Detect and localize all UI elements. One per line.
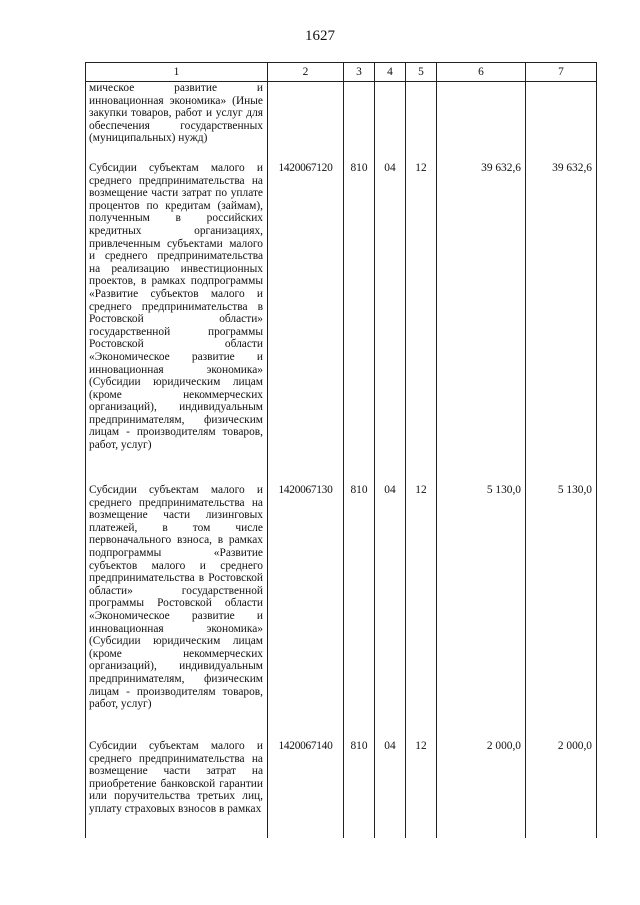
row-col5	[406, 82, 437, 161]
row-code: 1420067120	[268, 160, 344, 482]
column-header-5: 5	[406, 63, 437, 82]
row-col5: 12	[406, 738, 437, 838]
row-description: Субсидии субъектам малого и среднего предпринимательства на возмещение части затрат на приобретение банковской гарантии или поручительства третьих лиц, уплату страховых взносов в рамках	[86, 738, 268, 838]
row-description: Субсидии субъектам малого и среднего предпринимательства на возмещение части лизинговых платежей, в том числе первоначального взноса, в рамках подпрограммы «Развитие субъектов малого и среднего предпринимательства в Ростовской области» государственной программы Ростовской области «Экономическое развитие и инновационная экономика» (Субсидии юридическим лицам (кроме некоммерческих организаций), индивидуальным предпринимателям, физическим лицам - производителям товаров, работ, услуг)	[86, 482, 268, 738]
row-col3: 810	[344, 482, 375, 738]
row-col3: 810	[344, 160, 375, 482]
row-col4	[375, 82, 406, 161]
column-header-6: 6	[437, 63, 526, 82]
row-col5: 12	[406, 160, 437, 482]
row-code: 1420067130	[268, 482, 344, 738]
column-header-1: 1	[86, 63, 268, 82]
row-amount-6: 5 130,0	[437, 482, 526, 738]
row-amount-6: 39 632,6	[437, 160, 526, 482]
row-col3	[344, 82, 375, 161]
budget-table	[85, 62, 597, 838]
row-amount-7: 39 632,6	[526, 160, 597, 482]
table-row	[86, 482, 597, 738]
column-header-4: 4	[375, 63, 406, 82]
row-code: 1420067140	[268, 738, 344, 838]
row-col5: 12	[406, 482, 437, 738]
table-row	[86, 738, 597, 838]
row-col4: 04	[375, 482, 406, 738]
row-code	[268, 82, 344, 161]
page-number: 1627	[305, 28, 335, 44]
table-row	[86, 82, 597, 161]
row-col4: 04	[375, 738, 406, 838]
row-amount-7: 5 130,0	[526, 482, 597, 738]
row-amount-6: 2 000,0	[437, 738, 526, 838]
row-amount-7	[526, 82, 597, 161]
row-amount-7: 2 000,0	[526, 738, 597, 838]
column-header-2: 2	[268, 63, 344, 82]
column-header-7: 7	[526, 63, 597, 82]
header-row	[86, 63, 597, 82]
table-row	[86, 160, 597, 482]
row-description: Субсидии субъектам малого и среднего предпринимательства на возмещение части затрат по уплате процентов по кредитам (займам), полученным в российских кредитных организациях, привлеченным субъектами малого и среднего предпринимательства на реализацию инвестиционных проектов, в рамках подпрограммы «Развитие субъектов малого и среднего предпринимательства в Ростовской области» государственной программы Ростовской области «Экономическое развитие и инновационная экономика» (Субсидии юридическим лицам (кроме некоммерческих организаций), индивидуальным предпринимателям, физическим лицам - производителям товаров, работ, услуг)	[86, 160, 268, 482]
row-col3: 810	[344, 738, 375, 838]
row-description: мическое развитие и инновационная экономика» (Иные закупки товаров, работ и услуг для обеспечения государственных (муниципальных) нужд)	[86, 82, 268, 161]
row-amount-6	[437, 82, 526, 161]
column-header-3: 3	[344, 63, 375, 82]
row-col4: 04	[375, 160, 406, 482]
